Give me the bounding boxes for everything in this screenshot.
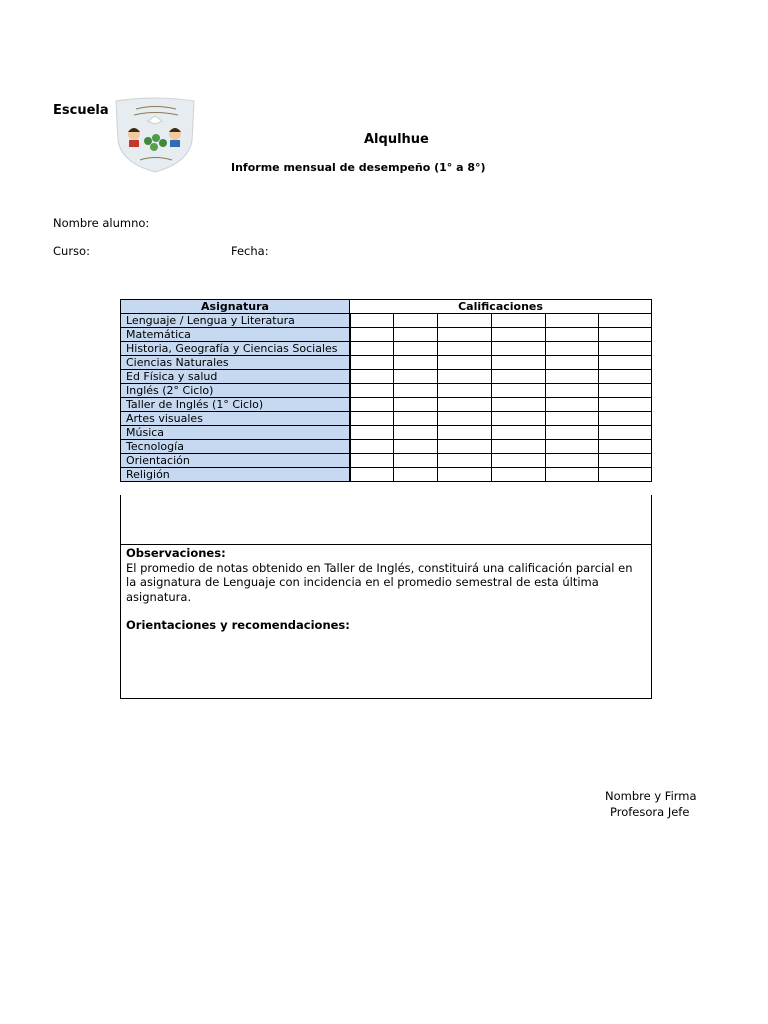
grade-cell[interactable] xyxy=(492,342,546,356)
grade-cell[interactable] xyxy=(350,342,394,356)
table-row xyxy=(121,370,652,384)
grade-cell[interactable] xyxy=(350,328,394,342)
grade-cell[interactable] xyxy=(394,314,438,328)
grade-cell[interactable] xyxy=(492,328,546,342)
grade-cell[interactable] xyxy=(438,398,492,412)
table-row xyxy=(121,314,652,328)
grade-cell[interactable] xyxy=(546,454,599,468)
table-row xyxy=(121,342,652,356)
grade-cell[interactable] xyxy=(394,370,438,384)
grades-column-header: Calificaciones xyxy=(350,300,652,314)
grade-cell[interactable] xyxy=(599,342,652,356)
grade-cell[interactable] xyxy=(438,426,492,440)
grade-cell[interactable] xyxy=(599,384,652,398)
grade-cell[interactable] xyxy=(438,328,492,342)
grade-cell[interactable] xyxy=(546,468,599,482)
grade-cell[interactable] xyxy=(546,412,599,426)
grades-table xyxy=(120,299,652,482)
grade-cell[interactable] xyxy=(492,384,546,398)
grade-cell[interactable] xyxy=(492,440,546,454)
grade-cell[interactable] xyxy=(546,328,599,342)
document-subtitle: Informe mensual de desempeño (1° a 8°) xyxy=(231,161,486,174)
grade-cell[interactable] xyxy=(492,426,546,440)
subject-name: Ed Física y salud xyxy=(121,370,350,384)
grade-cell[interactable] xyxy=(492,468,546,482)
subject-name: Tecnología xyxy=(121,440,350,454)
table-row xyxy=(121,468,652,482)
grade-cell[interactable] xyxy=(599,468,652,482)
grade-cell[interactable] xyxy=(394,342,438,356)
table-row xyxy=(121,426,652,440)
grade-cell[interactable] xyxy=(350,314,394,328)
table-row xyxy=(121,398,652,412)
grade-cell[interactable] xyxy=(438,384,492,398)
grade-cell[interactable] xyxy=(599,412,652,426)
school-logo-icon xyxy=(112,97,198,173)
grade-cell[interactable] xyxy=(350,426,394,440)
subject-name: Ciencias Naturales xyxy=(121,356,350,370)
grade-cell[interactable] xyxy=(492,412,546,426)
subject-name: Orientación xyxy=(121,454,350,468)
table-row xyxy=(121,384,652,398)
grade-cell[interactable] xyxy=(599,328,652,342)
grade-cell[interactable] xyxy=(438,440,492,454)
grade-cell[interactable] xyxy=(546,314,599,328)
document-title: Alqulhue xyxy=(364,132,429,147)
course-label: Curso: xyxy=(53,244,90,258)
subject-name: Lenguaje / Lengua y Literatura xyxy=(121,314,350,328)
grade-cell[interactable] xyxy=(546,440,599,454)
grade-cell[interactable] xyxy=(350,440,394,454)
grade-cell[interactable] xyxy=(438,468,492,482)
table-row xyxy=(121,328,652,342)
table-row xyxy=(121,454,652,468)
grade-cell[interactable] xyxy=(350,468,394,482)
subject-name: Religión xyxy=(121,468,350,482)
grade-cell[interactable] xyxy=(492,454,546,468)
grade-cell[interactable] xyxy=(599,356,652,370)
grade-cell[interactable] xyxy=(492,314,546,328)
grade-cell[interactable] xyxy=(599,454,652,468)
observations-box xyxy=(120,544,652,699)
subject-name: Música xyxy=(121,426,350,440)
grade-cell[interactable] xyxy=(438,454,492,468)
grade-cell[interactable] xyxy=(350,454,394,468)
observations-label: Observaciones: xyxy=(126,546,226,560)
grade-cell[interactable] xyxy=(394,328,438,342)
student-name-label: Nombre alumno: xyxy=(53,216,150,230)
grade-cell[interactable] xyxy=(492,370,546,384)
grade-cell[interactable] xyxy=(546,356,599,370)
date-label: Fecha: xyxy=(231,244,269,258)
observations-text: El promedio de notas obtenido en Taller de Inglés, constituirá una calificación parcial en la asignatura de Lenguaje con incidencia en el promedio semestral de esta última asignatura. xyxy=(126,560,633,604)
signature-line-2: Profesora Jefe xyxy=(610,805,690,819)
grade-cell[interactable] xyxy=(438,356,492,370)
table-row xyxy=(121,356,652,370)
grade-cell[interactable] xyxy=(546,426,599,440)
grade-cell[interactable] xyxy=(350,356,394,370)
subject-name: Artes visuales xyxy=(121,412,350,426)
grade-cell[interactable] xyxy=(394,412,438,426)
grade-cell[interactable] xyxy=(599,398,652,412)
grade-cell[interactable] xyxy=(394,398,438,412)
grade-cell[interactable] xyxy=(599,426,652,440)
grade-cell[interactable] xyxy=(394,356,438,370)
grade-cell[interactable] xyxy=(546,384,599,398)
table-row xyxy=(121,412,652,426)
grade-cell[interactable] xyxy=(546,342,599,356)
grade-cell[interactable] xyxy=(438,314,492,328)
grade-cell[interactable] xyxy=(546,398,599,412)
grade-cell[interactable] xyxy=(492,356,546,370)
grade-cell[interactable] xyxy=(599,370,652,384)
grade-cell[interactable] xyxy=(350,398,394,412)
grade-cell[interactable] xyxy=(438,370,492,384)
subject-name: Inglés (2° Ciclo) xyxy=(121,384,350,398)
grade-cell[interactable] xyxy=(599,440,652,454)
subject-name: Taller de Inglés (1° Ciclo) xyxy=(121,398,350,412)
table-row xyxy=(121,440,652,454)
grade-cell[interactable] xyxy=(599,314,652,328)
subject-column-header: Asignatura xyxy=(121,300,350,314)
school-label: Escuela xyxy=(53,103,109,118)
signature-line-1: Nombre y Firma xyxy=(605,789,697,803)
grade-cell[interactable] xyxy=(350,384,394,398)
grade-cell[interactable] xyxy=(492,398,546,412)
grade-cell[interactable] xyxy=(438,342,492,356)
grade-cell[interactable] xyxy=(394,384,438,398)
grade-cell[interactable] xyxy=(350,412,394,426)
grade-cell[interactable] xyxy=(394,426,438,440)
grade-cell[interactable] xyxy=(546,370,599,384)
orientations-label: Orientaciones y recomendaciones: xyxy=(126,618,350,632)
grade-cell[interactable] xyxy=(350,370,394,384)
grade-cell[interactable] xyxy=(438,412,492,426)
grade-cell[interactable] xyxy=(394,440,438,454)
grade-cell[interactable] xyxy=(394,468,438,482)
subject-name: Historia, Geografía y Ciencias Sociales xyxy=(121,342,350,356)
grade-cell[interactable] xyxy=(394,454,438,468)
subject-name: Matemática xyxy=(121,328,350,342)
table-spacer xyxy=(120,495,652,544)
